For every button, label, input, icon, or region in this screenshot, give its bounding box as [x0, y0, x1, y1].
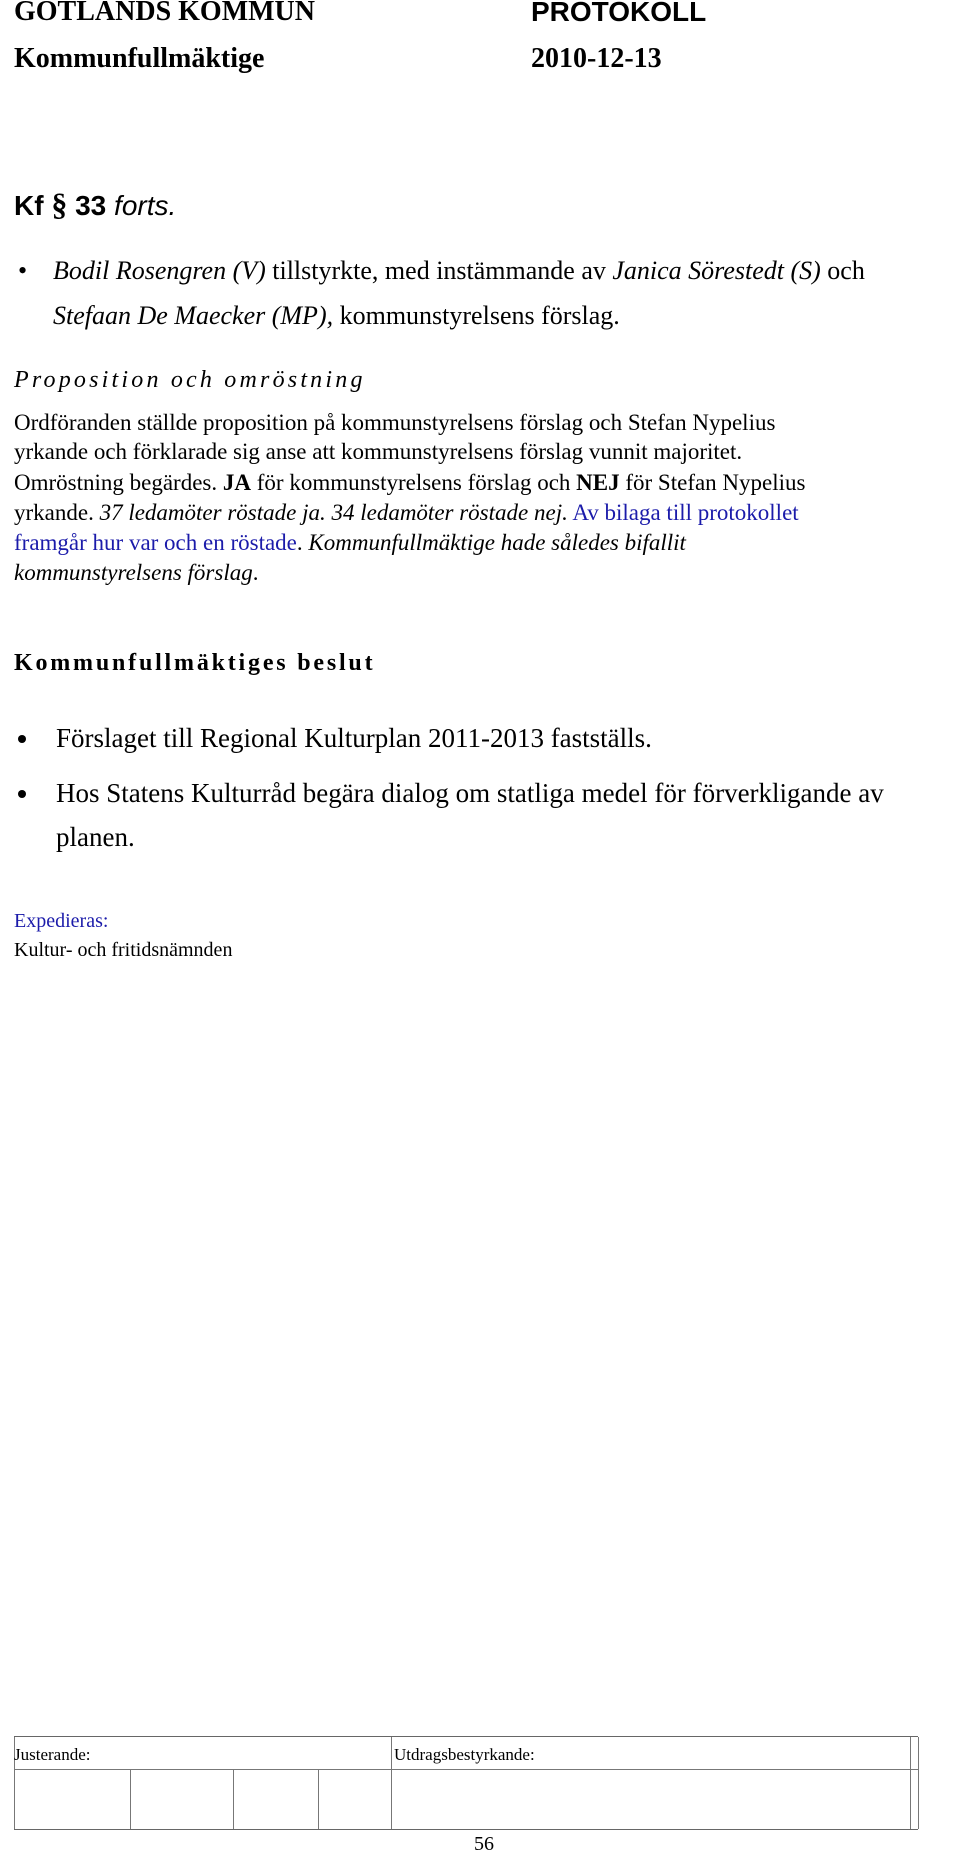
signature-table	[14, 1736, 918, 1830]
table-divider	[233, 1769, 234, 1829]
page-number: 56	[474, 1833, 494, 1855]
section-heading	[14, 186, 176, 223]
adjuster-label: Justerande:	[14, 1745, 91, 1764]
document-type: PROTOKOLL	[531, 0, 707, 27]
table-divider	[14, 1769, 918, 1770]
meeting-date: 2010-12-13	[531, 43, 662, 74]
bullet-marker: •	[18, 256, 28, 285]
section-suffix: forts.	[114, 190, 177, 221]
decision-item-2-line-1: Hos Statens Kulturråd begära dialog om statliga medel för förverkligande av	[56, 778, 884, 808]
dispatch-recipient: Kultur- och fritidsnämnden	[14, 939, 233, 961]
table-divider	[391, 1737, 392, 1829]
decision-bullet-1	[18, 735, 26, 743]
proposition-line-5: framgår hur var och en röstade. Kommunfullmäktige hade således bifallit	[14, 530, 686, 555]
table-divider	[318, 1769, 319, 1829]
proposition-line-1: Ordföranden ställde proposition på kommunstyrelsens förslag och Stefan Nypelius	[14, 410, 776, 435]
organization-name: GOTLANDS KOMMUN	[14, 0, 315, 27]
table-divider	[918, 1737, 919, 1829]
motion-line-2: Stefaan De Maecker (MP), kommunstyrelsens förslag.	[53, 301, 620, 330]
table-divider	[130, 1769, 131, 1829]
section-number: 33	[75, 190, 107, 221]
decision-item-1: Förslaget till Regional Kulturplan 2011-2013 fastställs.	[56, 723, 652, 753]
proposition-line-3: Omröstning begärdes. JA för kommunstyrelsens förslag och NEJ för Stefan Nypelius	[14, 470, 806, 495]
extract-certifier-label: Utdragsbestyrkande:	[394, 1745, 535, 1764]
motion-line-1: Bodil Rosengren (V) tillstyrkte, med instämmande av Janica Sörestedt (S) och	[53, 256, 865, 285]
decision-bullet-2	[18, 790, 26, 798]
decision-item-2-line-2: planen.	[56, 822, 135, 852]
decision-heading: Kommunfullmäktiges beslut	[14, 650, 376, 676]
proposition-line-2: yrkande och förklarade sig anse att kommunstyrelsens förslag vunnit majoritet.	[14, 439, 743, 464]
assembly-name: Kommunfullmäktige	[14, 43, 265, 74]
section-prefix: Kf	[14, 190, 44, 221]
table-divider	[910, 1737, 911, 1829]
proposition-line-6: kommunstyrelsens förslag.	[14, 560, 259, 585]
proposition-line-4: yrkande. 37 ledamöter röstade ja. 34 ledamöter röstade nej. Av bilaga till protokollet	[14, 500, 799, 525]
proposition-heading: Proposition och omröstning	[14, 367, 366, 393]
dispatch-label: Expedieras:	[14, 910, 109, 932]
section-symbol: §	[51, 186, 68, 222]
